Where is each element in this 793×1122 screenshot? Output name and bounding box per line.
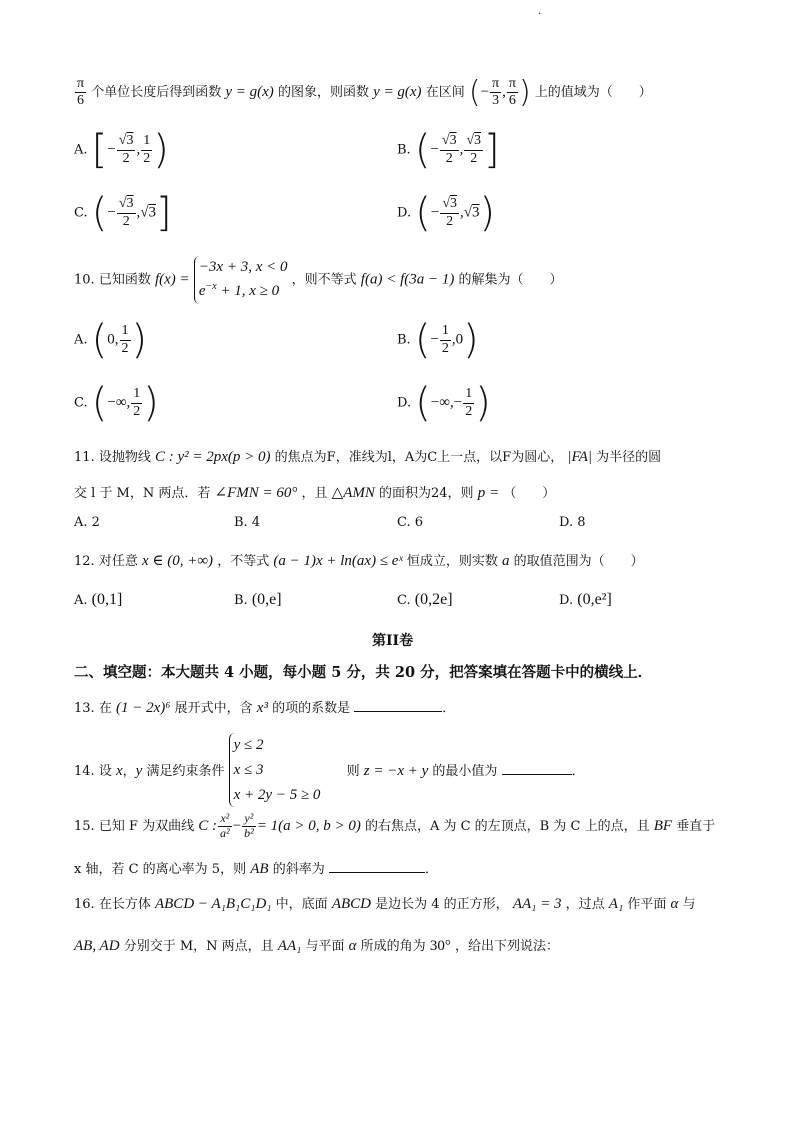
q16-text: 作平面	[627, 897, 667, 912]
q12-option-c	[397, 591, 453, 609]
q10-case-1: −3x + 3, x < 0	[198, 259, 288, 275]
q15-text: 已知 F 为双曲线	[98, 818, 195, 834]
q14-constraint-1: y ≤ 2	[233, 737, 264, 753]
fraction-pi-over-6: $\frac{\pi}{6}$	[77, 75, 85, 108]
q10-text: 的解集为（ ）	[458, 272, 563, 288]
q11-angle: ∠FMN = 60°	[214, 485, 298, 501]
q13-text: 的项的系数是	[272, 701, 351, 716]
q16-line-1	[74, 893, 696, 913]
q13-expression: (1 − 2x)⁶	[115, 700, 171, 716]
q15-end: ．	[424, 862, 438, 877]
q14-y: y	[135, 763, 143, 780]
question-number: 13.	[74, 701, 95, 716]
option-value: 6	[414, 515, 424, 530]
option-label: D.	[397, 205, 412, 221]
option-label: D.	[397, 395, 412, 411]
q15-line-1: 15. 已知 F 为双曲线 C : $\frac{\text{x²}}{\text{a²}}$ − $\frac{\text{y²}}{\text{b²}}$ = 1(a > 0, b > 0) 的右焦点，A 为 C 的左顶点，B 为 C 上的点，且 BF 垂直于	[74, 811, 716, 840]
section-title: 第II卷	[372, 633, 414, 649]
q15-text: 垂直于	[676, 818, 716, 834]
q16-text: 在长方体	[98, 897, 151, 912]
q11-line-1	[74, 446, 661, 466]
q11-option-d	[559, 515, 586, 530]
q12-stem	[74, 550, 644, 570]
q15-line-2	[74, 858, 438, 878]
option-label: B.	[234, 515, 248, 530]
q15-c: C :	[198, 817, 218, 834]
q16-text: 与平面	[305, 939, 345, 954]
q9-option-b: B. (− $\frac{√3}{2}$ , $\frac{√3}{2}$ ]	[397, 127, 500, 173]
question-number: 14.	[74, 764, 95, 780]
q14-x: x	[115, 763, 123, 780]
q12-inequality: (a − 1)x + ln(ax) ≤ eˣ	[273, 553, 403, 569]
q14-objective: z = −x + y	[363, 763, 429, 780]
answer-blank[interactable]	[329, 872, 425, 873]
q16-text: ，给出下列说法：	[454, 939, 559, 954]
q15-bf: BF	[653, 817, 673, 834]
q16-text: 是边长为 4 的正方形，	[375, 897, 509, 912]
option-value: 4	[251, 515, 261, 530]
option-label: C.	[397, 515, 411, 530]
q16-text: 分别交于 M，N 两点，且	[123, 939, 274, 954]
q16-a1: A₁	[608, 896, 624, 912]
option-value: 8	[577, 515, 586, 530]
q14-text: 满足约束条件	[146, 764, 225, 780]
q9-text: 上的值域为（ ）	[534, 85, 652, 100]
q15-equation: = 1(a > 0, b > 0)	[256, 817, 361, 834]
q10-option-b: B. (− $\frac{1}{2}$ ,0)	[397, 317, 479, 363]
q13-term: x³	[256, 700, 268, 716]
q16-solid: ABCD − A₁B₁C₁D₁	[154, 896, 272, 912]
q15-text: 的右焦点，A 为 C 的左顶点，B 为 C 上的点，且	[364, 818, 650, 834]
option-value: 2	[91, 515, 100, 530]
q12-text: 恒成立，则实数	[406, 554, 498, 569]
q13-text: 展开式中，含	[174, 701, 253, 716]
q16-aa1: AA₁	[277, 938, 302, 954]
question-number: 15.	[74, 818, 95, 834]
q13-stem	[74, 697, 455, 717]
option-value: (0,e²]	[577, 591, 612, 608]
q11-text: 的焦点为F，准线为l，A为C上一点，以F为圆心，	[274, 450, 564, 465]
q9-option-a: A. [− $\frac{√3}{2}$ , $\frac{1}{2}$ )	[74, 127, 169, 173]
answer-blank[interactable]	[502, 774, 572, 775]
q13-end: ．	[442, 701, 456, 716]
q10-option-d: D. (−∞,− $\frac{1}{2}$ )	[397, 380, 491, 426]
q14-text: 则	[346, 764, 360, 780]
q11-option-c	[397, 515, 423, 530]
q14-constraints	[229, 733, 321, 807]
option-label: D.	[559, 515, 574, 530]
q9-function-g: y = g(x)	[225, 84, 274, 100]
question-number: 10.	[74, 272, 95, 288]
q14-sep: ，	[122, 764, 136, 780]
q14-text: 设	[98, 764, 112, 780]
question-number: 12.	[74, 554, 95, 569]
q12-text: 的取值范围为（ ）	[513, 554, 644, 569]
q10-stem	[74, 256, 563, 304]
q11-text: 设抛物线	[98, 450, 151, 465]
option-label: A.	[74, 593, 88, 608]
q16-lines: AB, AD	[74, 938, 120, 954]
q11-p: p =	[477, 485, 500, 501]
q10-case-2-base: e	[198, 283, 206, 300]
option-label: C.	[397, 593, 411, 608]
q11-option-b	[234, 515, 260, 530]
q10-inequality: f(a) < f(3a − 1)	[360, 271, 455, 288]
q10-case-2-rest: + 1, x ≥ 0	[216, 283, 280, 300]
q9-text: 的图象，则函数	[277, 85, 369, 100]
q12-text: ，不等式	[217, 554, 270, 569]
q15-ab: AB	[250, 861, 269, 877]
q16-aa1: AA₁ = 3	[512, 896, 562, 912]
q10-piecewise	[194, 256, 288, 304]
q14-constraint-3: x + 2y − 5 ≥ 0	[233, 786, 321, 803]
option-label: A.	[74, 332, 88, 348]
q16-text: 与	[682, 897, 696, 912]
q14-constraint-2: x ≤ 3	[233, 761, 264, 778]
q14-tail	[347, 760, 585, 780]
q9-text: 个单位长度后得到函数	[91, 85, 222, 100]
option-label: C.	[74, 395, 88, 411]
option-label: B.	[397, 142, 411, 158]
option-label: B.	[234, 593, 248, 608]
q16-base: ABCD	[331, 896, 371, 912]
q16-text: ，过点	[565, 897, 605, 912]
q14-stem	[74, 733, 585, 807]
option-label: A.	[74, 142, 88, 158]
question-number: 16.	[74, 897, 95, 912]
q16-alpha: α	[348, 938, 357, 954]
section-heading: 二、填空题：本大题共 4 小题，每小题 5 分，共 20 分，把答案填在答题卡中的横线上．	[74, 664, 653, 681]
q10-option-a: A. (0, $\frac{1}{2}$ )	[74, 317, 148, 363]
option-value: (0,e]	[251, 591, 282, 608]
q9-option-c: C. (− $\frac{√3}{2}$ ,√3]	[74, 190, 172, 236]
option-label: C.	[74, 205, 88, 221]
q14-text: 的最小值为	[432, 764, 498, 780]
q9-option-d: D. (− $\frac{√3}{2}$ ,√3)	[397, 190, 496, 236]
q12-a: a	[502, 553, 510, 569]
q11-text: 为半径的圆	[596, 450, 662, 465]
q16-angle: 30°	[429, 938, 451, 954]
q15-y-fraction: $\frac{\text{y²}}{\text{b²}}$	[244, 811, 254, 840]
q15-x-fraction: $\frac{\text{x²}}{\text{a²}}$	[220, 811, 230, 840]
q11-text: ，且	[301, 486, 328, 501]
q12-option-a	[74, 591, 122, 609]
answer-blank[interactable]	[354, 711, 442, 712]
q10-case-2-exp: −x	[205, 281, 217, 293]
q12-text: 对任意	[98, 554, 138, 569]
q11-radius: |FA|	[567, 449, 592, 465]
q14-lead	[74, 760, 225, 780]
q10-function: f(x) =	[154, 271, 190, 288]
q11-parabola: C : y² = 2px(p > 0)	[154, 449, 271, 465]
q11-option-a	[74, 515, 100, 530]
q12-option-b	[234, 591, 282, 609]
q11-text: （ ）	[503, 486, 556, 501]
q11-text: 交 l 于 M，N 两点．若	[74, 486, 211, 501]
q16-text: 中，底面	[275, 897, 328, 912]
q16-text: 所成的角为	[360, 939, 426, 954]
q11-line-2	[74, 482, 555, 502]
q12-domain: x ∈ (0, +∞)	[141, 553, 214, 569]
q13-text: 在	[98, 701, 112, 716]
option-label: A.	[74, 515, 88, 530]
q10-option-c: C. (−∞, $\frac{1}{2}$ )	[74, 380, 159, 426]
option-value: (0,2e]	[414, 591, 453, 608]
option-label: B.	[397, 332, 411, 348]
q9-stem: $\frac{\pi}{6}$ 个单位长度后得到函数 y = g(x) 的图象，则函数 y = g(x) 在区间 (− $\frac{\pi}{3}$ , $\frac{\pi}{6}$ ) 上的值域为（ ）	[77, 75, 652, 110]
option-label: D.	[559, 593, 574, 608]
header-dot: .	[538, 6, 542, 17]
q9-text: 在区间	[425, 85, 465, 100]
question-number: 11.	[74, 450, 95, 465]
q16-alpha: α	[670, 896, 679, 912]
q10-text: ，则不等式	[291, 272, 357, 288]
q16-line-2	[74, 935, 559, 955]
q9-function-g: y = g(x)	[373, 84, 422, 100]
q14-end: ．	[571, 764, 585, 780]
q15-text: x 轴，若 C 的离心率为 5，则	[74, 862, 247, 877]
option-value: (0,1]	[91, 591, 123, 608]
q10-text: 已知函数	[98, 272, 151, 288]
q12-option-d	[559, 591, 612, 609]
q11-triangle: △AMN	[331, 485, 375, 501]
q10-case-2	[199, 279, 288, 303]
q15-text: 的斜率为	[272, 862, 325, 877]
q11-text: 的面积为24，则	[379, 486, 474, 501]
